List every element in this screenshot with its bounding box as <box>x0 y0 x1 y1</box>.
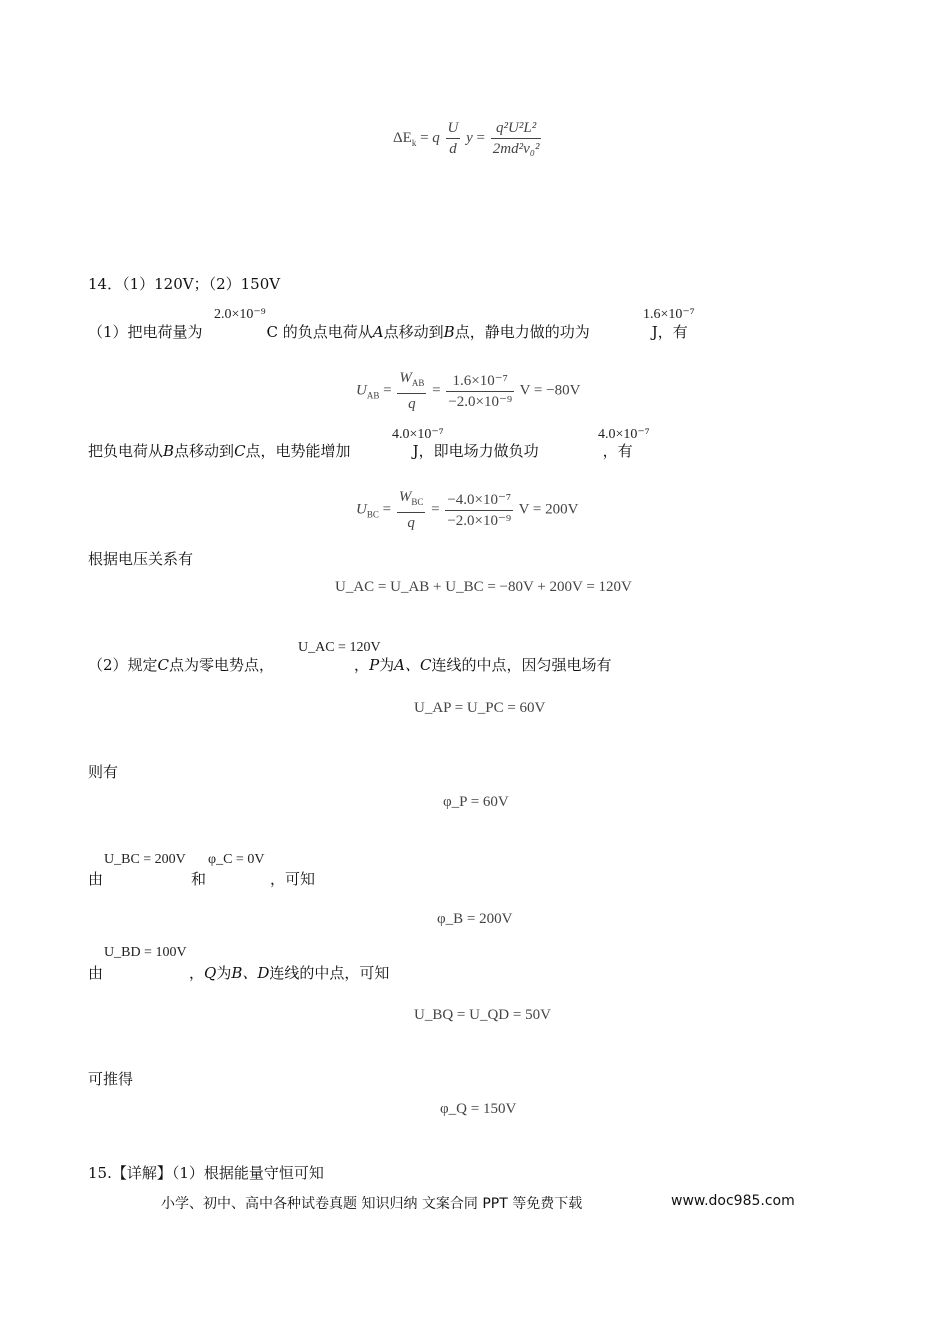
fraction-energy: $\frac{\text{q²U²L²}}{\text{2md²v₀²}}$ <box>492 120 540 157</box>
equation-UAB: $U_{AB}$ = $\frac{W_{AB}}{q}$ = $\frac{\text{1.6×10⁻⁷}}{\text{−2.0×10⁻⁹}}$ V = −80V <box>356 370 581 412</box>
q14-line-7: 由 ，Q为B、D连线的中点，可知 <box>88 964 390 982</box>
equation-UAP: U_AP = U_PC = 60V <box>414 700 546 716</box>
equation-UAC: U_AC = U_AB + U_BC = −80V + 200V = 120V <box>335 579 632 595</box>
phiC-value: φ_C = 0V <box>208 852 265 867</box>
UBC-value: U_BC = 200V <box>104 852 186 867</box>
equation-phiQ: φ_Q = 150V <box>440 1101 517 1117</box>
q14-heading: 14．（1）120V；（2）150V <box>88 275 281 293</box>
work-value-1: 1.6×10⁻⁷ <box>643 307 695 322</box>
equation-phiP: φ_P = 60V <box>443 794 509 810</box>
UBD-value: U_BD = 100V <box>104 945 187 960</box>
q14-line-1: （1）把电荷量为 C 的负点电荷从A点移动到B点，静电力做的功为 J，有 <box>88 323 688 341</box>
fraction-UBC-values: $\frac{\text{−4.0×10⁻⁷}}{\text{−2.0×10⁻⁹}}$ <box>447 491 512 529</box>
UAC-value: U_AC = 120V <box>298 640 381 655</box>
footer-link[interactable]: www.doc985.com <box>671 1193 795 1209</box>
q14-line-2: 把负电荷从B点移动到C点，电势能增加 J，即电场力做负功 ，有 <box>88 442 633 460</box>
fraction-UAB-values: $\frac{\text{1.6×10⁻⁷}}{\text{−2.0×10⁻⁹}}$ <box>448 372 513 410</box>
q14-line-5: 则有 <box>88 763 119 781</box>
equation-phiB: φ_B = 200V <box>437 911 513 927</box>
equation-UBQ: U_BQ = U_QD = 50V <box>414 1007 551 1023</box>
q14-line-4: （2）规定C点为零电势点， ，P为A、C连线的中点，因匀强电场有 <box>88 656 612 674</box>
equation-kinetic-energy: $\Delta E_k = q$ $\frac{U}{d}$ y = $\frac{\text{q²U²L²}}{\text{2md²v₀²}}$ <box>393 120 540 157</box>
energy-value-2: 4.0×10⁻⁷ <box>598 427 650 442</box>
fraction-WAB-over-q: $\frac{W_{AB}}{q}$ <box>399 370 425 412</box>
q14-line-8: 可推得 <box>88 1070 134 1088</box>
footer-left: 小学、初中、高中各种试卷真题 知识归纳 文案合同 PPT 等免费下载 <box>161 1196 583 1212</box>
q15-line: 15.【详解】（1）根据能量守恒可知 <box>88 1164 324 1182</box>
q14-line-6: 由 和 ，可知 <box>88 870 316 888</box>
equation-UBC: $U_{BC}$ = $\frac{W_{BC}}{q}$ = $\frac{\text{−4.0×10⁻⁷}}{\text{−2.0×10⁻⁹}}$ V = 200V <box>356 489 579 531</box>
charge-value-1: 2.0×10⁻⁹ <box>214 307 266 322</box>
q14-line-3: 根据电压关系有 <box>88 550 194 568</box>
fraction-WBC-over-q: $\frac{W_{BC}}{q}$ <box>398 489 424 531</box>
fraction-U-over-d: $\frac{U}{d}$ <box>447 120 459 157</box>
energy-value-1: 4.0×10⁻⁷ <box>392 427 444 442</box>
